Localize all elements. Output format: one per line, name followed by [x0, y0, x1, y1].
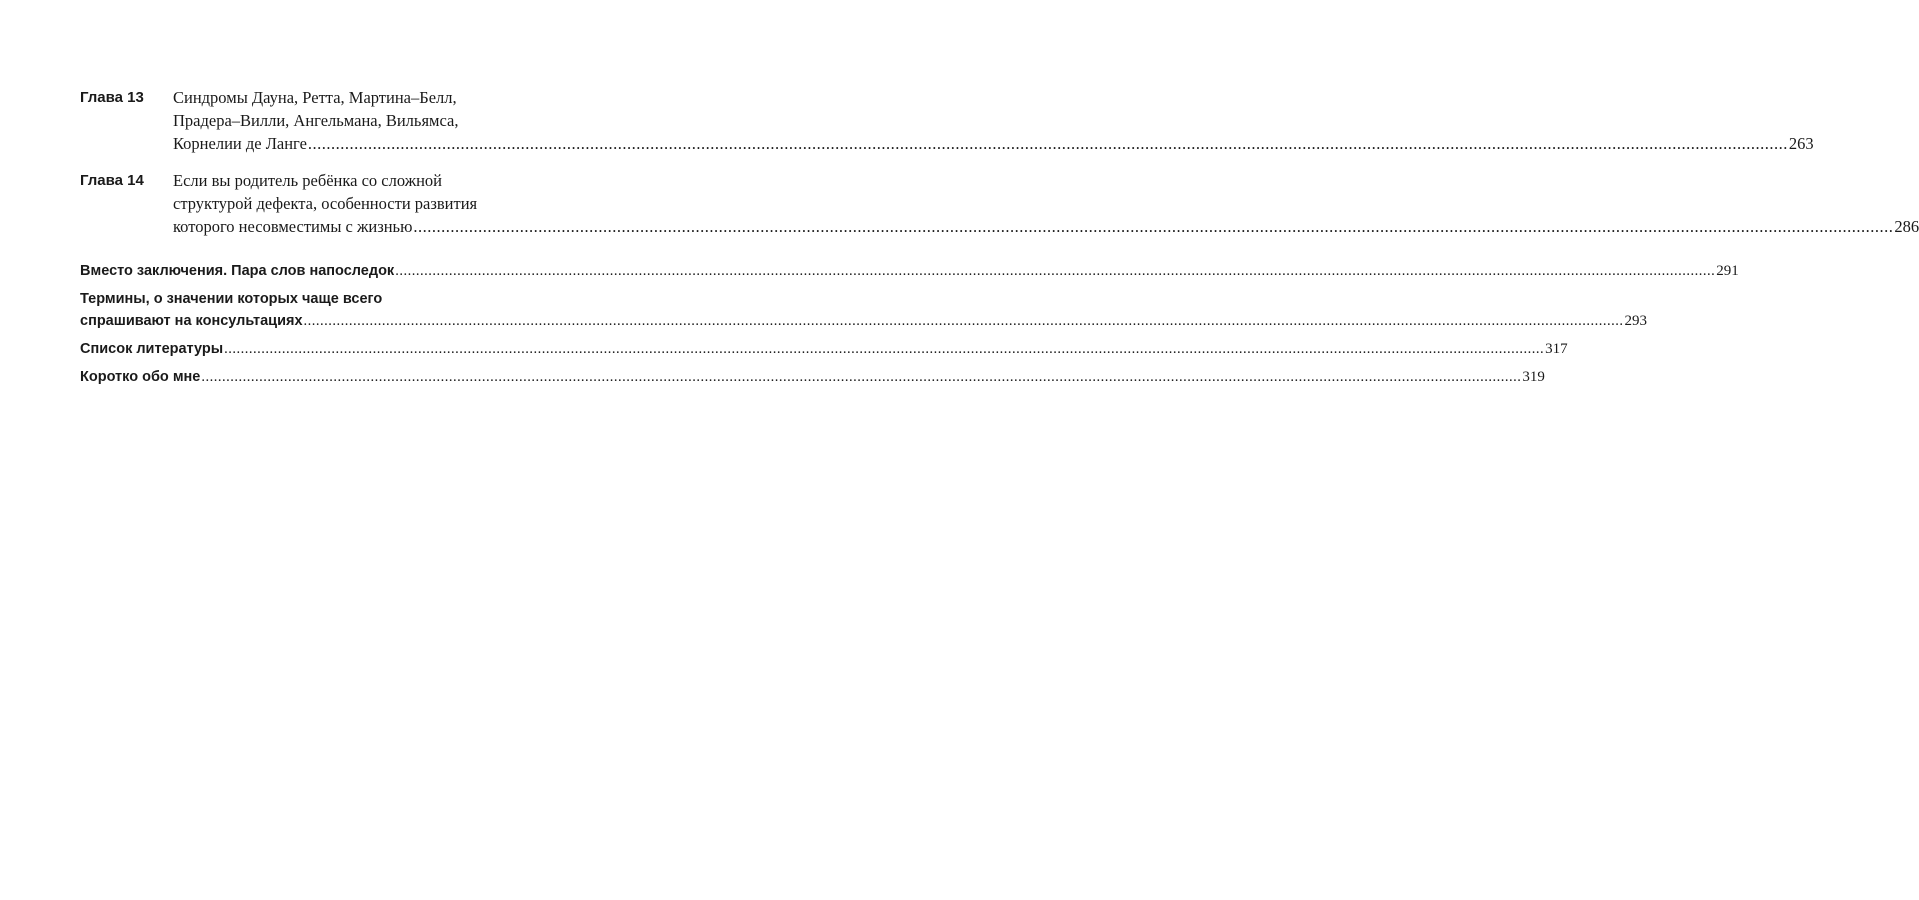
dot-leader [304, 310, 1624, 332]
chapter-title [173, 86, 1814, 155]
page-number: 286 [1894, 217, 1919, 236]
toc-entry-references [80, 338, 1568, 360]
chapter-title-last-line [173, 132, 1814, 155]
toc-entry-conclusion [80, 260, 1739, 282]
chapter-title [173, 169, 1919, 238]
chapter-title-line: которого несовместимы с жизнью [173, 217, 413, 236]
section-title: спрашивают на консультациях [80, 313, 303, 329]
page-number: 291 [1716, 263, 1739, 279]
toc-entry-chapter-14 [80, 169, 1919, 238]
dot-leader [395, 260, 1715, 282]
section-title-line: Термины, о значении которых чаще всего [80, 291, 383, 307]
page-number: 293 [1624, 313, 1648, 329]
chapter-title-line: Прадера–Вилли, Ангельмана, Вильямса, [173, 111, 459, 130]
section-title: Вместо заключения. Пара слов напоследок [80, 263, 395, 279]
chapter-title-line: структурой дефекта, особенности развития [173, 194, 478, 213]
toc-entry-chapter-13 [80, 86, 1814, 155]
section-title: Список литературы [80, 341, 224, 357]
toc-entry-glossary [80, 288, 1648, 332]
toc-entry-about-author [80, 366, 1545, 388]
section-title: Коротко обо мне [80, 369, 201, 385]
dot-leader [413, 215, 1893, 238]
page-number: 317 [1545, 341, 1568, 357]
table-of-contents [80, 86, 1919, 394]
chapter-title-last-line [173, 215, 1919, 238]
chapter-title-line: Синдромы Дауна, Ретта, Мартина–Белл, [173, 88, 457, 107]
chapter-title-line: Если вы родитель ребёнка со сложной [173, 171, 443, 190]
page-number: 263 [1788, 134, 1814, 153]
dot-leader [201, 366, 1521, 388]
dot-leader [308, 132, 1788, 155]
chapter-label: Глава 14 [80, 172, 144, 189]
chapter-title-line: Корнелии де Ланге [173, 134, 307, 153]
chapter-label: Глава 13 [80, 89, 144, 106]
dot-leader [224, 338, 1544, 360]
page-number: 319 [1522, 369, 1545, 385]
